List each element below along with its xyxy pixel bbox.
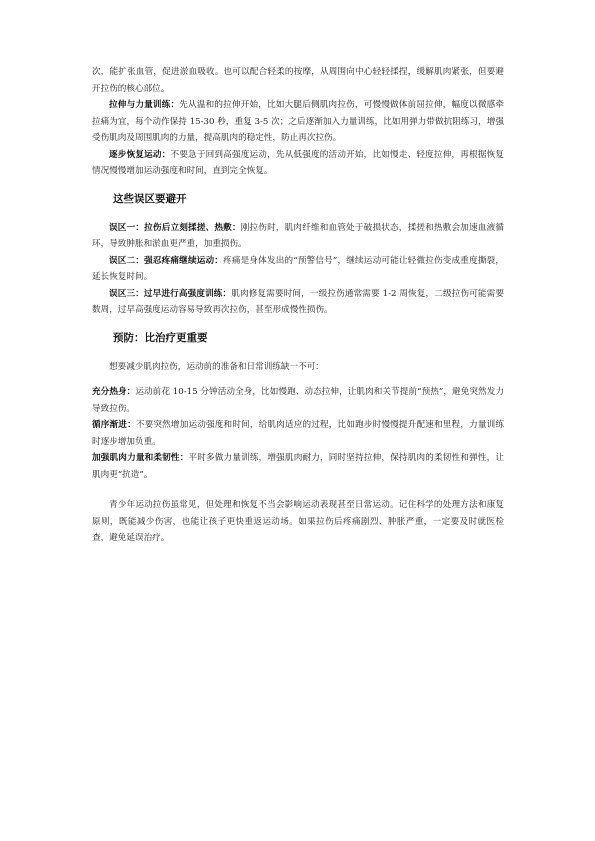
prevention-item-warmup [92, 384, 504, 417]
mistake-item-lead: 误区一：拉伤后立刻揉搓、热敷： [109, 222, 241, 233]
document-body [92, 64, 504, 547]
mistake-item-text: 疼痛是身体发出的“预警信号”，继续运动可能让轻微拉伤变成重度撕裂，延长恢复时间。 [92, 255, 504, 282]
section-heading-mistakes: 这些误区要避开 [113, 192, 187, 205]
intro-paragraph: 次，能扩张血管，促进淤血吸收。也可以配合轻柔的按摩，从周围向中心轻轻揉捏，缓解肌肉紧张，但要避开拉伤的核心部位。 [92, 67, 504, 94]
mistake-item-3 [92, 286, 504, 319]
prevention-intro: 想要减少肌肉拉伤，运动前的准备和日常训练缺一不可： [109, 361, 324, 372]
prevention-item-gradual [92, 417, 504, 450]
prevention-item-strength-flexibility [92, 450, 504, 483]
section-heading-prevention: 预防：比治疗更重要 [113, 331, 208, 344]
prevention-item-lead: 循序渐进： [92, 420, 136, 430]
mistake-item-text: 刚拉伤时，肌肉纤维和血管处于破损状态，揉搓和热敷会加速血液循环，导致肿胀和淤血更严重，加重损伤。 [92, 222, 504, 249]
closing-paragraph: 青少年运动拉伤虽常见，但处理和恢复不当会影响运动表现甚至日常运动。记住科学的处理方法和康复原则，既能减少伤害，也能让孩子更快重返运动场。如果拉伤后疼痛剧烈、肿胀严重，一定要及时就医检查，避免延误治疗。 [92, 500, 504, 543]
recovery-item-stretch-strength [92, 97, 504, 147]
prevention-item-text: 平时多做力量训练，增强肌肉耐力，同时坚持拉伸，保持肌肉的柔韧性和弹性，让肌肉更“抗造”。 [92, 453, 504, 480]
prevention-item-lead: 加强肌肉力量和柔韧性： [92, 453, 189, 463]
prevention-item-lead: 充分热身： [92, 387, 136, 397]
recovery-item-lead: 拉伸与力量训练： [109, 100, 180, 110]
recovery-item-lead: 逐步恢复运动： [109, 149, 171, 160]
mistake-item-lead: 误区二：强忍疼痛继续运动： [109, 255, 224, 266]
recovery-item-gradual-return [92, 147, 504, 180]
prevention-item-text: 运动前花 10-15 分钟活动全身，比如慢跑、动态拉伸，让肌肉和关节提前“预热”，避免突然发力导致拉伤。 [92, 387, 504, 414]
recovery-item-text: 不要急于回到高强度运动，先从低强度的活动开始，比如慢走、轻度拉伸，再根据恢复情况慢慢增加运动强度和时间，直到完全恢复。 [92, 149, 504, 176]
mistake-item-1 [92, 220, 504, 253]
mistake-item-lead: 误区三：过早进行高强度训练： [109, 288, 232, 299]
recovery-item-text: 先从温和的拉伸开始，比如大腿后侧肌肉拉伤，可慢慢做体前屈拉伸，幅度以微感牵拉痛为宜，每个动作保持 15-30 秒，重复 3-5 次；之后逐渐加入力量训练，比如用弹力带做抗阻练习，增强受伤肌肉及周围肌肉的力量，提高肌肉的稳定性，防止再次拉伤。 [92, 100, 504, 143]
mistake-item-2 [92, 253, 504, 286]
mistake-item-text: 肌肉修复需要时间，一级拉伤通常需要 1-2 周恢复，二级拉伤可能需要数周，过早高强度运动容易导致再次拉伤，甚至形成慢性损伤。 [92, 288, 504, 315]
prevention-item-text: 不要突然增加运动强度和时间，给肌肉适应的过程，比如跑步时慢慢提升配速和里程，力量训练时逐步增加负重。 [92, 420, 504, 447]
